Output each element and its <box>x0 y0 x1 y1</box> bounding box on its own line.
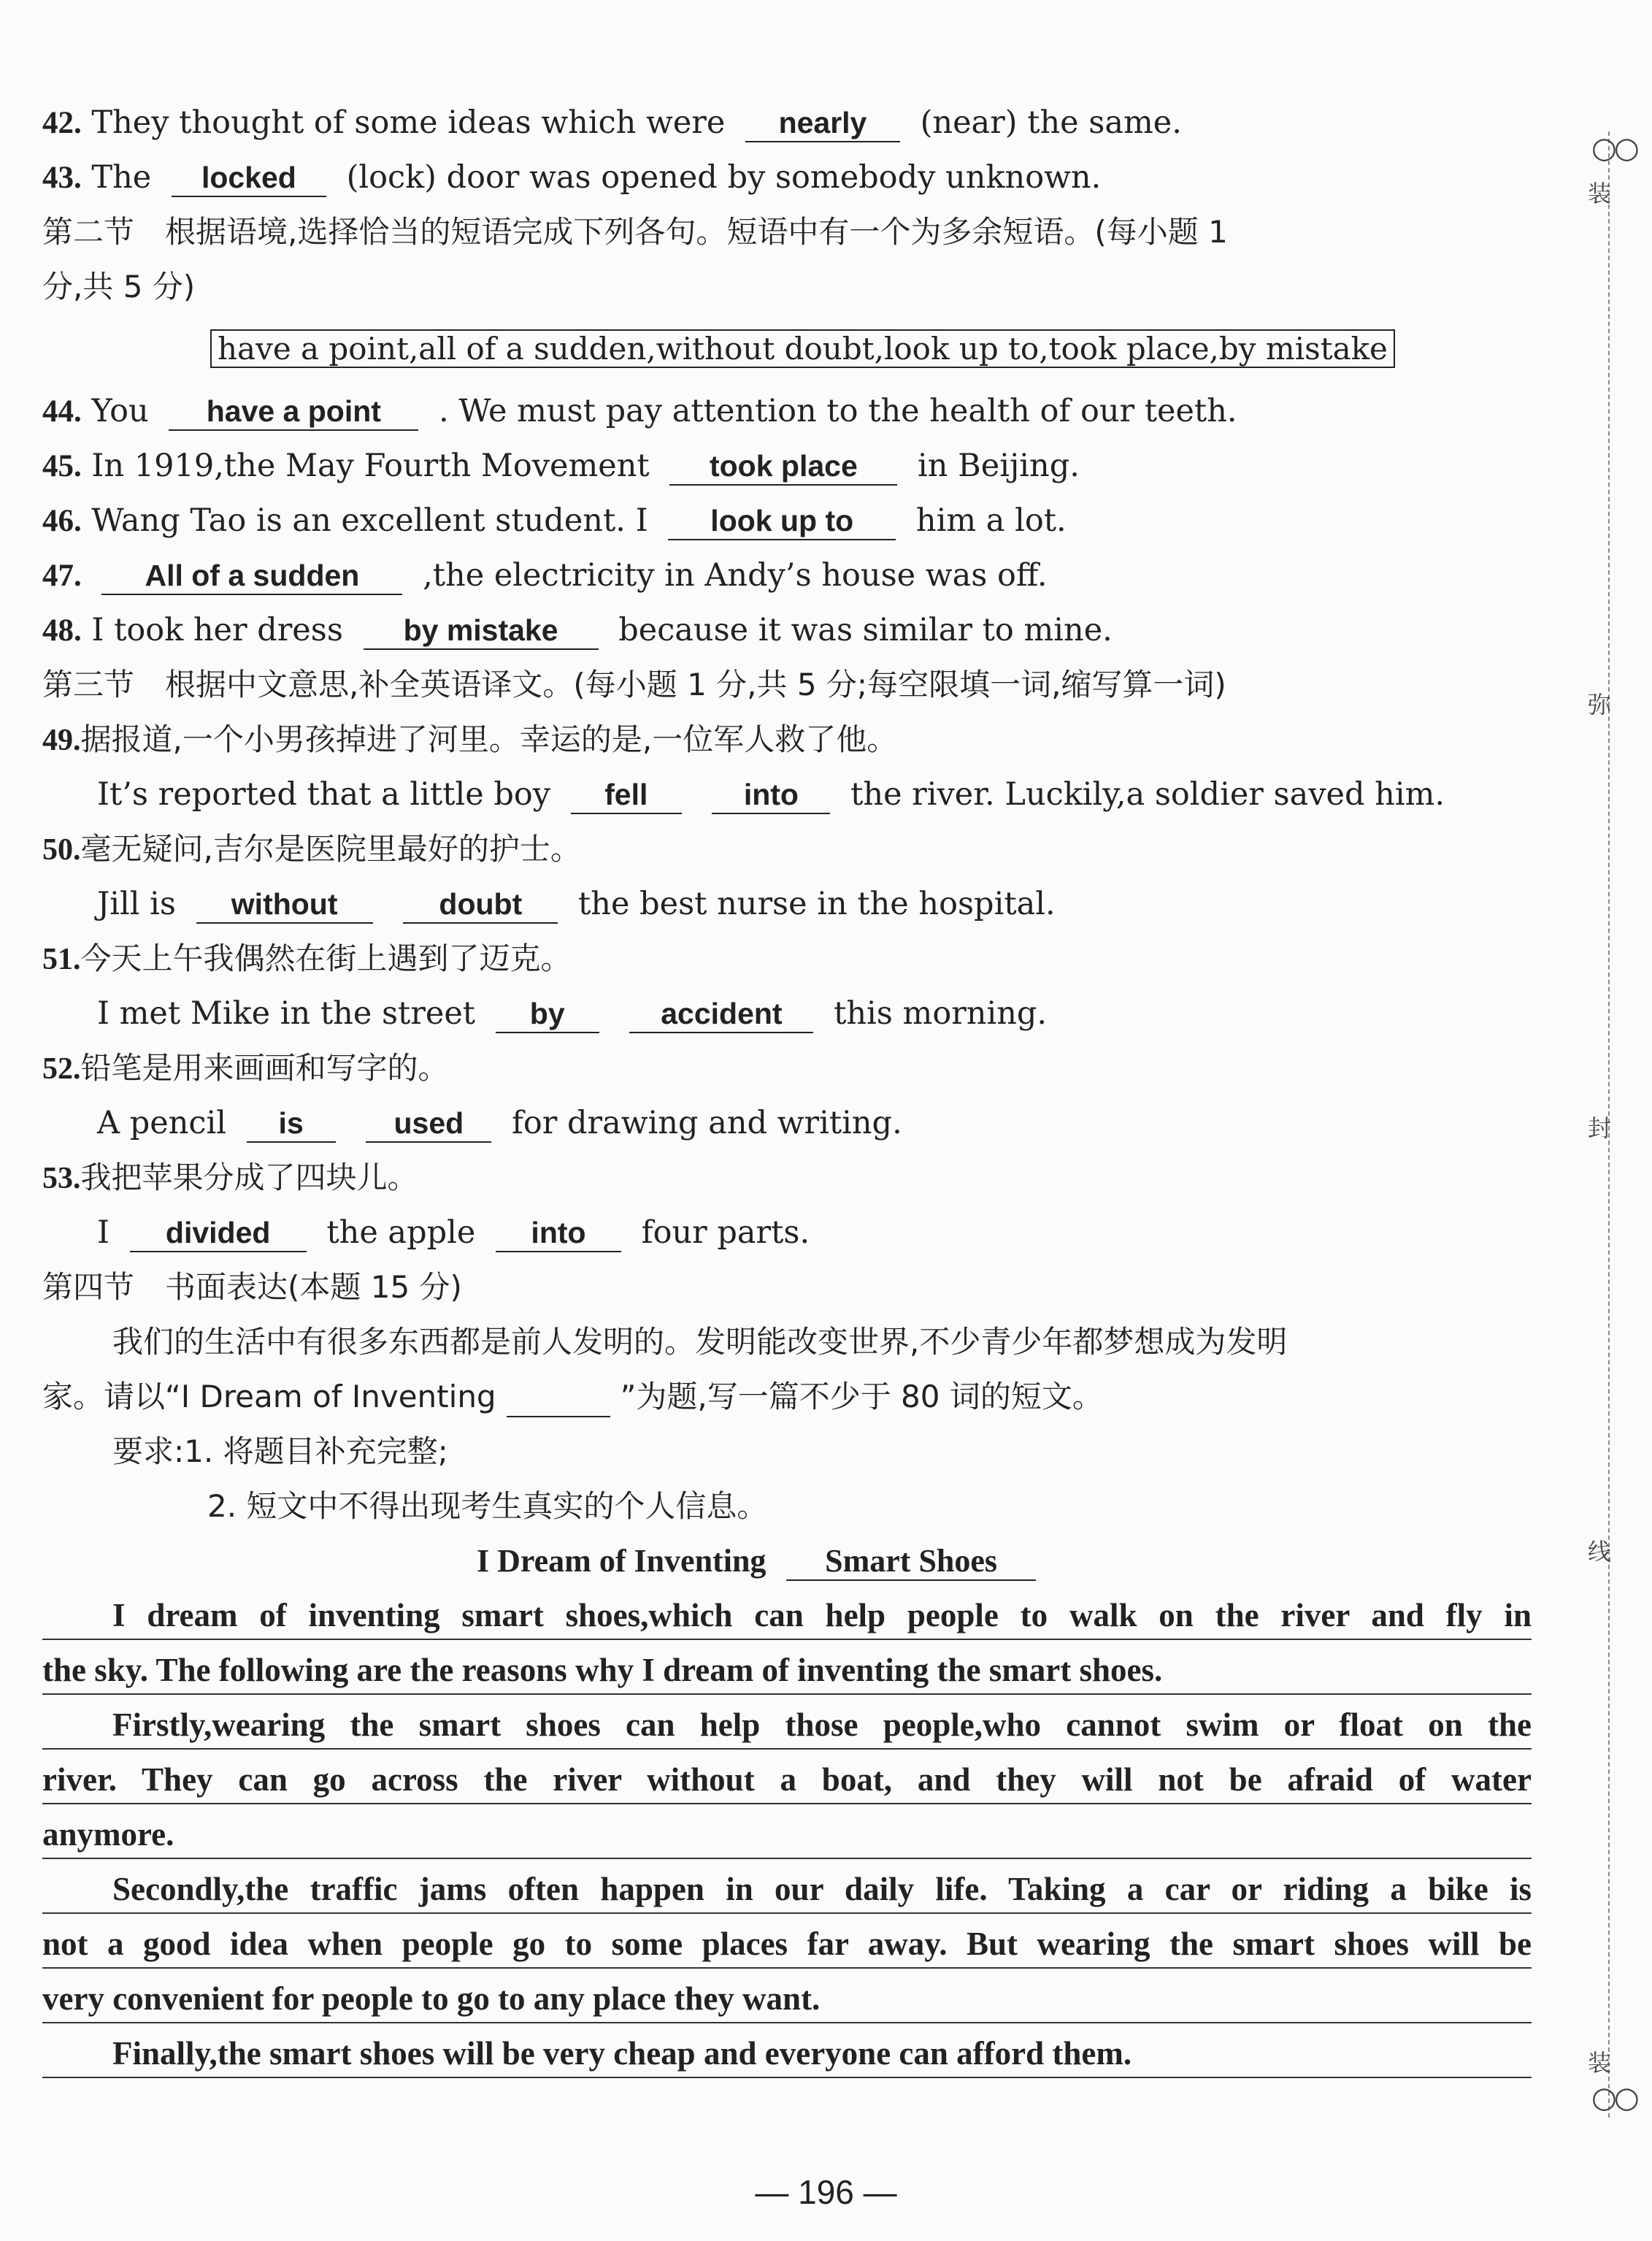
question-53-cn: 53.我把苹果分成了四块儿。 <box>42 1160 418 1195</box>
answer-blank[interactable]: nearly <box>745 104 900 142</box>
answer-blank[interactable]: took place <box>669 448 897 486</box>
answer-blank[interactable]: by mistake <box>364 612 599 650</box>
essay-line: very convenient for people to go to any place they want. <box>42 1975 1532 2023</box>
section-4-prompt-1: 我们的生活中有很多东西都是前人发明的。发明能改变世界,不少青少年都梦想成为发明 <box>112 1324 1288 1360</box>
section-2-title: 第二节 根据语境,选择恰当的短语完成下列各句。短语中有一个为多余短语。(每小题 1 <box>42 214 1228 250</box>
question-49-en: It’s reported that a little boy fell into the river. Luckily,a soldier saved him. <box>97 776 1445 813</box>
question-50-cn: 50.毫无疑问,吉尔是医院里最好的护士。 <box>42 831 581 867</box>
question-46: 46. Wang Tao is an excellent student. I look up to him a lot. <box>42 502 1067 539</box>
question-52-en: A pencil is used for drawing and writing. <box>97 1105 902 1141</box>
title-blank[interactable] <box>507 1384 610 1417</box>
question-42: 42. They thought of some ideas which were nearly (near) the same. <box>42 104 1182 141</box>
essay-line: Finally,the smart shoes will be very cheap and everyone can afford them. <box>42 2030 1532 2078</box>
requirement-2: 2. 短文中不得出现考生真实的个人信息。 <box>207 1488 768 1524</box>
essay-title-answer[interactable]: Smart Shoes <box>786 1543 1036 1581</box>
answer-blank[interactable]: have a point <box>169 393 418 431</box>
section-4-prompt-2: 家。请以“I Dream of Inventing ”为题,写一篇不少于 80 词的短文。 <box>42 1376 1103 1417</box>
binding-label: 线 <box>1588 1538 1612 1566</box>
answer-blank[interactable]: divided <box>130 1214 307 1252</box>
answer-blank[interactable]: All of a sudden <box>101 557 402 595</box>
binding-label: 封 <box>1588 1114 1612 1142</box>
essay-title: I Dream of Inventing Smart Shoes <box>477 1541 1046 1582</box>
answer-blank[interactable]: into <box>496 1214 621 1252</box>
binding-circles: ○○ <box>1591 2081 1637 2115</box>
question-45: 45. In 1919,the May Fourth Movement took place in Beijing. <box>42 448 1080 484</box>
essay-line: the sky. The following are the reasons why I dream of inventing the smart shoes. <box>42 1647 1532 1695</box>
essay-line: river. They can go across the river without a boat, and they will not be afraid of water <box>42 1756 1532 1804</box>
question-43: 43. The locked (lock) door was opened by somebody unknown. <box>42 159 1102 196</box>
question-52-cn: 52.铅笔是用来画画和写字的。 <box>42 1050 449 1086</box>
question-50-en: Jill is without doubt the best nurse in the hospital. <box>97 886 1056 922</box>
section-2-title-cont: 分,共 5 分) <box>42 269 196 304</box>
answer-blank[interactable]: fell <box>571 776 682 814</box>
binding-margin <box>1588 131 1632 2118</box>
essay-line: I dream of inventing smart shoes,which can help people to walk on the river and fly in <box>42 1592 1532 1640</box>
answer-blank[interactable]: accident <box>629 995 813 1033</box>
question-44: 44. You have a point . We must pay attention to the health of our teeth. <box>42 393 1237 429</box>
binding-circles: ○○ <box>1591 131 1637 165</box>
answer-blank[interactable]: used <box>366 1105 491 1143</box>
section-4-title: 第四节 书面表达(本题 15 分) <box>42 1269 462 1305</box>
requirement-1: 要求:1. 将题目补充完整; <box>112 1433 448 1469</box>
phrase-box: have a point,all of a sudden,without doubt,look up to,took place,by mistake <box>210 329 1395 369</box>
answer-blank[interactable]: doubt <box>403 886 558 924</box>
essay-line: Secondly,the traffic jams often happen in our daily life. Taking a car or riding a bike is <box>42 1866 1532 1914</box>
page-number: — 196 — <box>755 2173 897 2211</box>
answer-blank[interactable]: locked <box>172 159 326 197</box>
question-47: 47. All of a sudden ,the electricity in Andy’s house was off. <box>42 557 1048 594</box>
answer-blank[interactable]: is <box>247 1105 336 1143</box>
essay-line: anymore. <box>42 1811 1532 1859</box>
question-51-cn: 51.今天上午我偶然在街上遇到了迈克。 <box>42 941 572 976</box>
binding-label: 装 <box>1588 180 1612 207</box>
answer-blank[interactable]: without <box>196 886 373 924</box>
binding-label: 弥 <box>1588 691 1612 719</box>
answer-blank[interactable]: by <box>496 995 599 1033</box>
section-3-title: 第三节 根据中文意思,补全英语译文。(每小题 1 分,共 5 分;每空限填一词,缩写算一词) <box>42 667 1226 702</box>
essay-line: not a good idea when people go to some places far away. But wearing the smart shoes will be <box>42 1920 1532 1969</box>
answer-blank[interactable]: look up to <box>668 502 896 540</box>
binding-label: 装 <box>1588 2049 1612 2077</box>
question-48: 48. I took her dress by mistake because it was similar to mine. <box>42 612 1113 648</box>
answer-blank[interactable]: into <box>712 776 830 814</box>
question-53-en: I divided the apple into four parts. <box>97 1214 810 1251</box>
question-49-cn: 49.据报道,一个小男孩掉进了河里。幸运的是,一位军人救了他。 <box>42 721 898 757</box>
essay-line: Firstly,wearing the smart shoes can help those people,who cannot swim or float on the <box>42 1701 1532 1750</box>
question-51-en: I met Mike in the street by accident this morning. <box>97 995 1048 1032</box>
